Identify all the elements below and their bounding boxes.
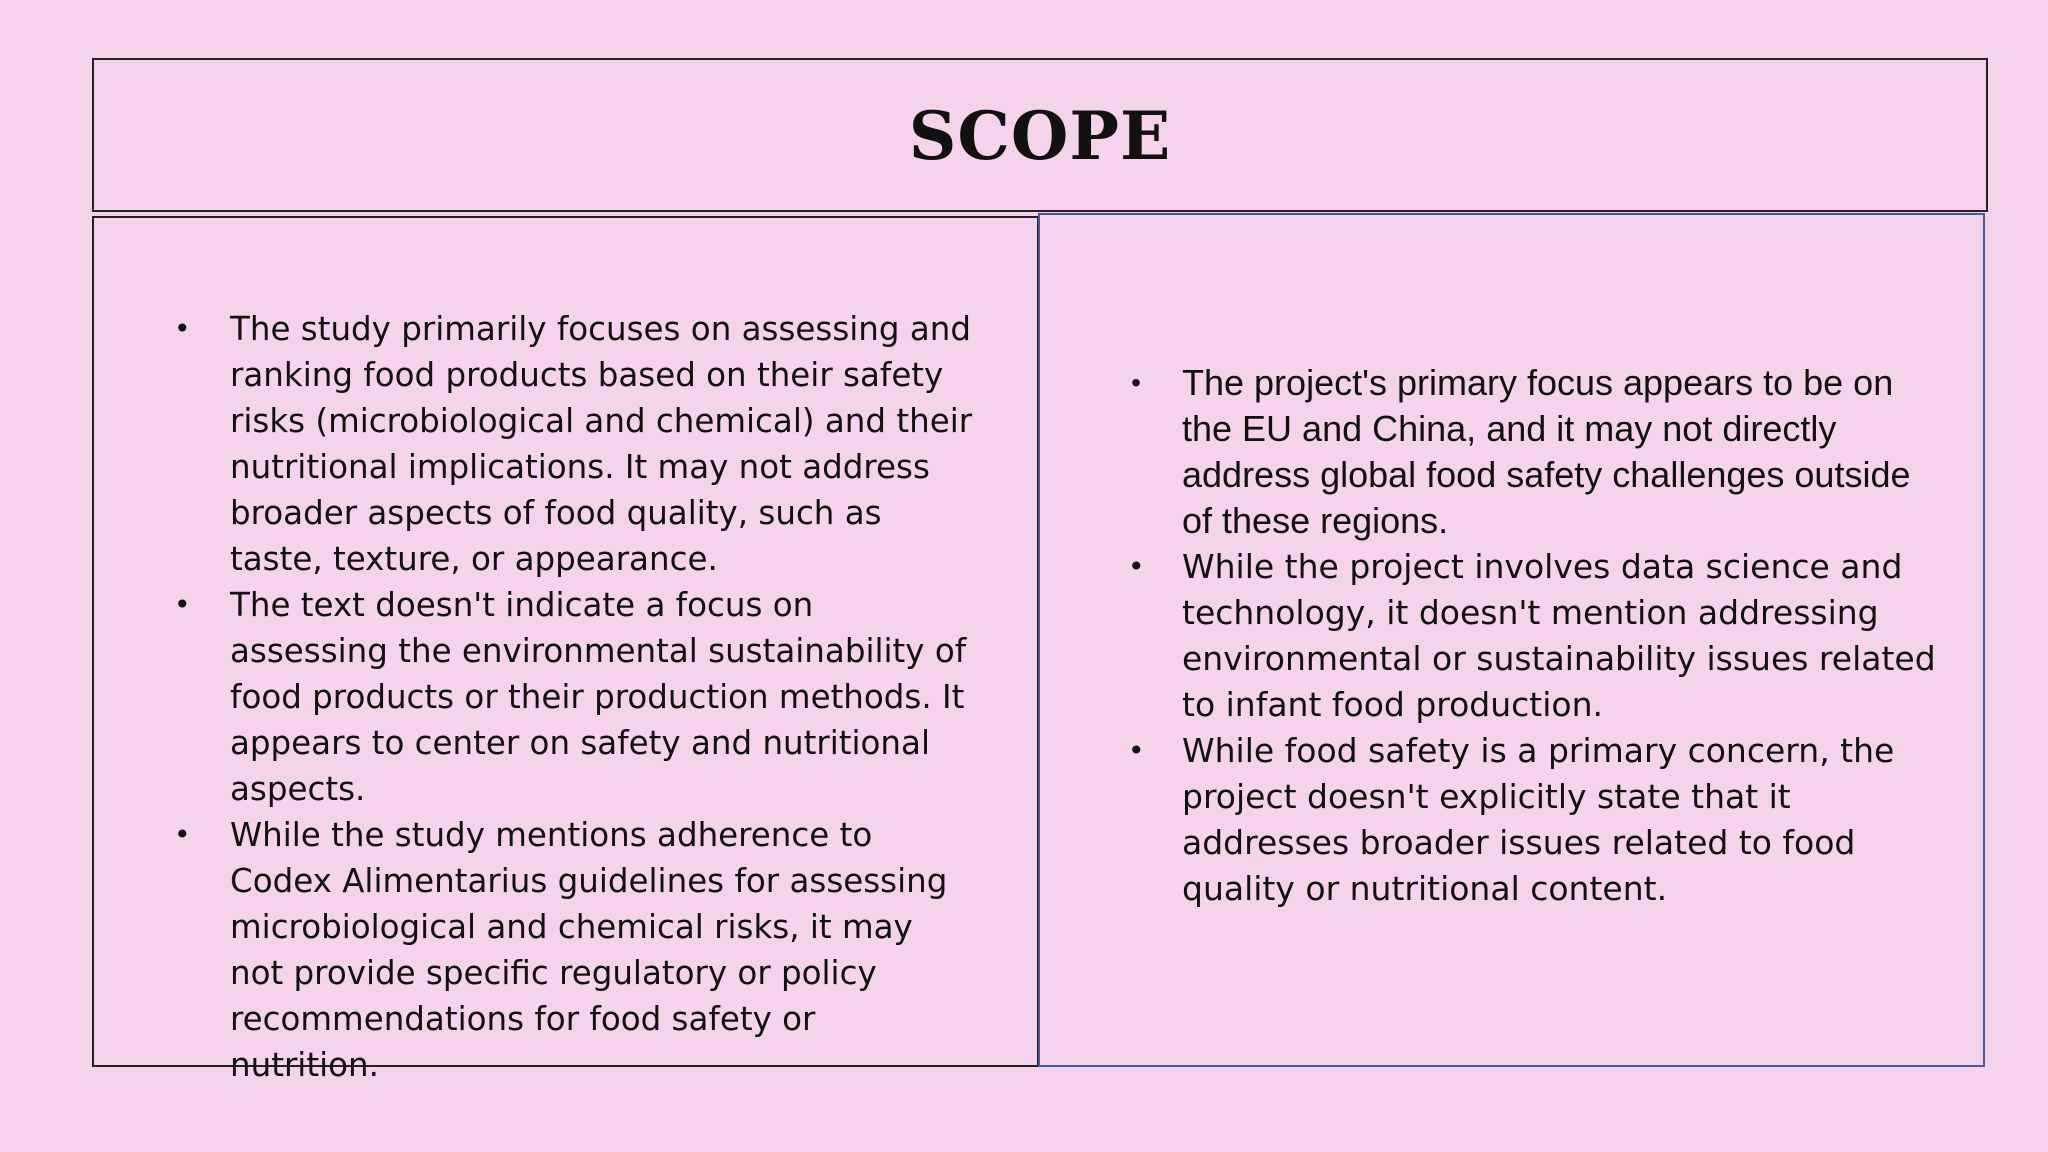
list-item-text: While food safety is a primary concern, the project doesn't explicitly state that it addresses broader issues related to food quality or nutritional content. bbox=[1182, 731, 1895, 908]
list-item-text: The text doesn't indicate a focus on assessing the environmental sustainability of food products or their production methods. It appears to center on safety and nutritional aspects. bbox=[230, 586, 967, 808]
bullet-icon: • bbox=[1131, 367, 1141, 398]
list-item bbox=[174, 306, 974, 582]
bullet-icon: • bbox=[1128, 734, 1145, 767]
list-item bbox=[1128, 728, 1948, 912]
left-scope-panel bbox=[92, 216, 1039, 1084]
list-item-text: The study primarily focuses on assessing and ranking food products based on their safety risks (microbiological and chemical) and their nutritional implications. It may not address broader aspects of food quality, such as taste, texture, or appearance. bbox=[230, 310, 973, 578]
list-item bbox=[1128, 544, 1948, 728]
bullet-icon: • bbox=[174, 312, 191, 345]
bullet-icon: • bbox=[174, 588, 191, 621]
bullet-icon: • bbox=[1128, 550, 1145, 583]
left-bullet-list bbox=[174, 306, 974, 1088]
title-box bbox=[92, 58, 1988, 212]
list-item-text: While the study mentions adherence to Codex Alimentarius guidelines for assessing microbiological and chemical risks, it may not provide specific regulatory or policy recommendations for food safety or nutrition. bbox=[230, 816, 948, 1084]
slide-title: SCOPE bbox=[908, 97, 1172, 175]
list-item bbox=[1128, 360, 1948, 544]
list-item bbox=[174, 582, 974, 812]
bullet-icon: • bbox=[174, 818, 191, 851]
right-bullet-list bbox=[1128, 360, 1948, 912]
list-item-text: While the project involves data science and technology, it doesn't mention addressing environmental or sustainability issues related to infant food production. bbox=[1182, 547, 1936, 724]
list-item bbox=[174, 812, 974, 1088]
right-scope-panel bbox=[1038, 213, 1985, 1067]
list-item-text: The project's primary focus appears to be on the EU and China, and it may not directly address global food safety challenges outside of these regions. bbox=[1182, 362, 1911, 541]
